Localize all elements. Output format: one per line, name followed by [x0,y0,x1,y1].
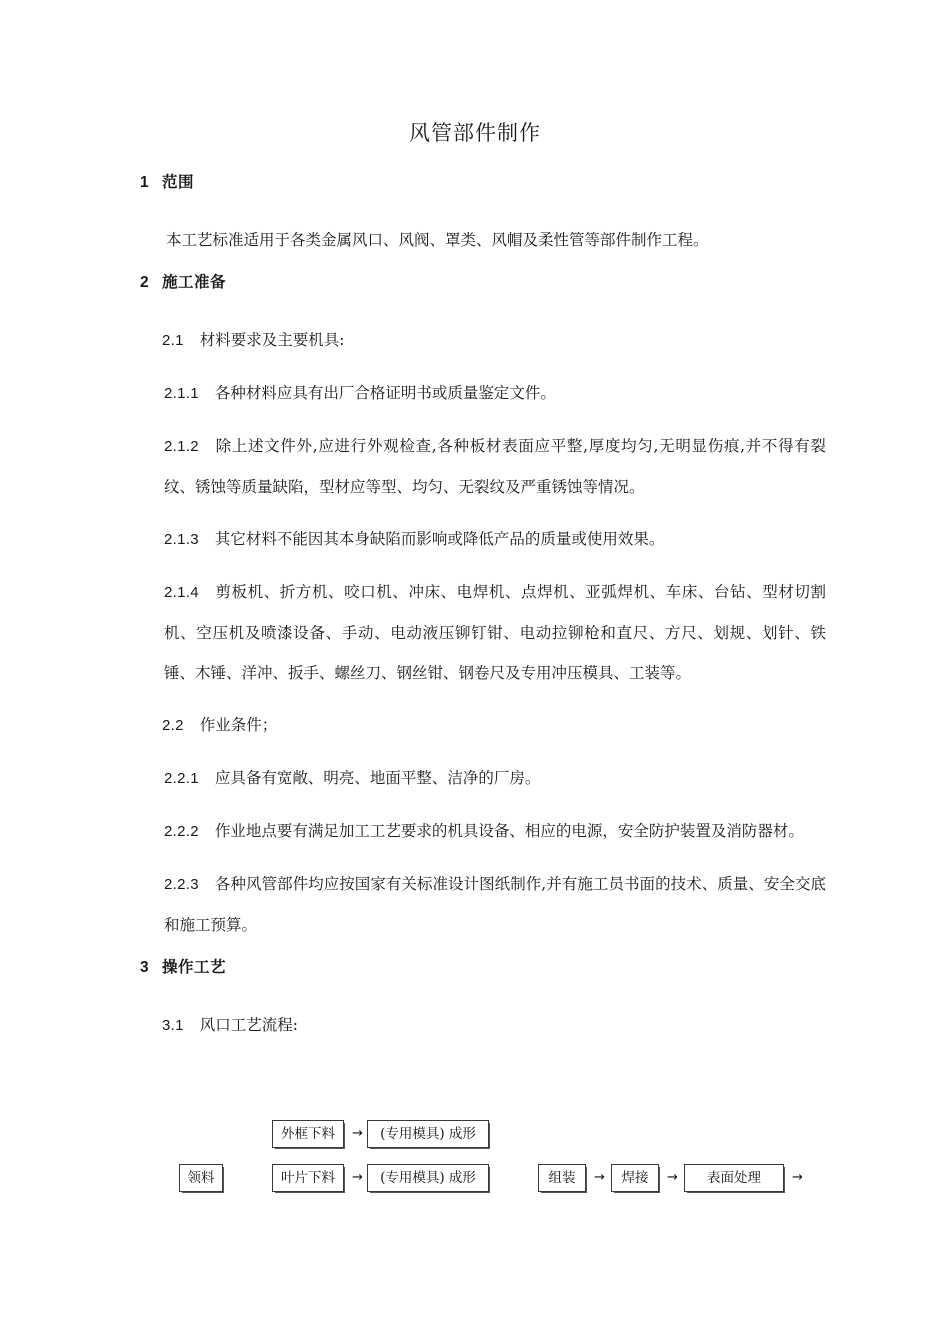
item-text-2-2-2: 作业地点要有满足加工工艺要求的机具设备、相应的电源，安全防护装置及消防器材。 [214,822,804,840]
section-title-2: 施工准备 [162,274,227,291]
item-text-2-2: 作业条件； [199,716,278,734]
item-text-2-1-1: 各种材料应具有出厂合格证明书或质量鉴定文件。 [214,384,556,402]
section-heading-1 [140,172,826,194]
flow-node-biaomian-chuli: 表面处理 [684,1164,784,1192]
flow-arrow-icon-1: → [352,1126,363,1141]
flow-node-lingliao: 领料 [179,1164,223,1192]
flow-node-yepian-chengxing: (专用模具) 成形 [367,1164,489,1192]
flow-node-waikuang-chengxing: (专用模具) 成形 [367,1120,489,1148]
flow-arrow-icon-4: → [667,1170,678,1185]
item-text-2-2-1: 应具备有宽敞、明亮、地面平整、洁净的厂房。 [214,769,541,787]
flow-arrow-icon-3: → [594,1170,605,1185]
item-2-1-3 [140,519,826,560]
item-2-1-1 [140,373,826,414]
flow-node-zuzhuang: 组装 [538,1164,586,1192]
section-title-1: 范围 [162,174,195,191]
section-heading-2 [140,272,826,294]
item-number-2-2-3: 2.2.3 [164,876,199,893]
section-heading-3 [140,957,826,979]
item-number-2-1-1: 2.1.1 [164,385,199,402]
item-number-2-1-4: 2.1.4 [164,584,199,601]
section-title-3: 操作工艺 [162,959,227,976]
item-3-1 [140,1005,826,1046]
section-number-1: 1 [140,174,149,191]
item-text-3-1: 风口工艺流程: [199,1016,298,1034]
item-number-2-1-2: 2.1.2 [164,438,199,455]
air-outlet-process-flowchart [140,1108,840,1208]
item-number-2-2-1: 2.2.1 [164,770,199,787]
item-2-1-2 [140,426,826,507]
page-title: 风管部件制作 [409,121,541,145]
item-number-2-2-2: 2.2.2 [164,823,199,840]
section-1-paragraph: 本工艺标准适用于各类金属风口、风阀、罩类、风帽及柔性管等部件制作工程。 [166,231,709,249]
flow-arrow-icon-2: → [352,1170,363,1185]
item-text-2-1-3: 其它材料不能因其本身缺陷而影响或降低产品的质量或使用效果。 [214,530,665,548]
section-number-3: 3 [140,959,149,976]
item-2-2-2 [140,811,826,852]
flow-node-yepian-xialiao: 叶片下料 [272,1164,344,1192]
item-2-2 [140,705,826,746]
document-body [140,172,826,1046]
flow-node-waikuang-xialiao: 外框下料 [272,1120,344,1148]
item-2-2-1 [140,758,826,799]
item-number-3-1: 3.1 [162,1017,184,1034]
item-text-2-1-2: 除上述文件外,应进行外观检查,各种板材表面应平整,厚度均匀,无明显伤痕,并不得有裂纹、锈蚀等质量缺陷，型材应等型、均匀、无裂纹及严重锈蚀等情况。 [164,437,826,496]
item-text-2-1-4: 剪板机、折方机、咬口机、冲床、电焊机、点焊机、亚弧焊机、车床、台钻、型材切割机、空压机及喷漆设备、手动、电动液压铆钉钳、电动拉铆枪和直尺、方尺、划规、划针、铁锤、木锤、洋冲、扳手、螺丝刀、钢丝钳、钢卷尺及专用冲压模具、工装等。 [164,583,826,682]
item-2-1 [140,320,826,361]
item-number-2-2: 2.2 [162,717,184,734]
item-text-2-1: 材料要求及主要机具: [199,331,345,349]
flow-arrow-icon-5: → [792,1170,803,1185]
item-2-2-3 [140,864,826,945]
flow-node-hanjie: 焊接 [611,1164,659,1192]
item-number-2-1: 2.1 [162,332,184,349]
item-text-2-2-3: 各种风管部件均应按国家有关标准设计图纸制作,并有施工员书面的技术、质量、安全交底和施工预算。 [164,875,826,934]
item-2-1-4 [140,572,826,693]
item-number-2-1-3: 2.1.3 [164,531,199,548]
section-number-2: 2 [140,274,149,291]
